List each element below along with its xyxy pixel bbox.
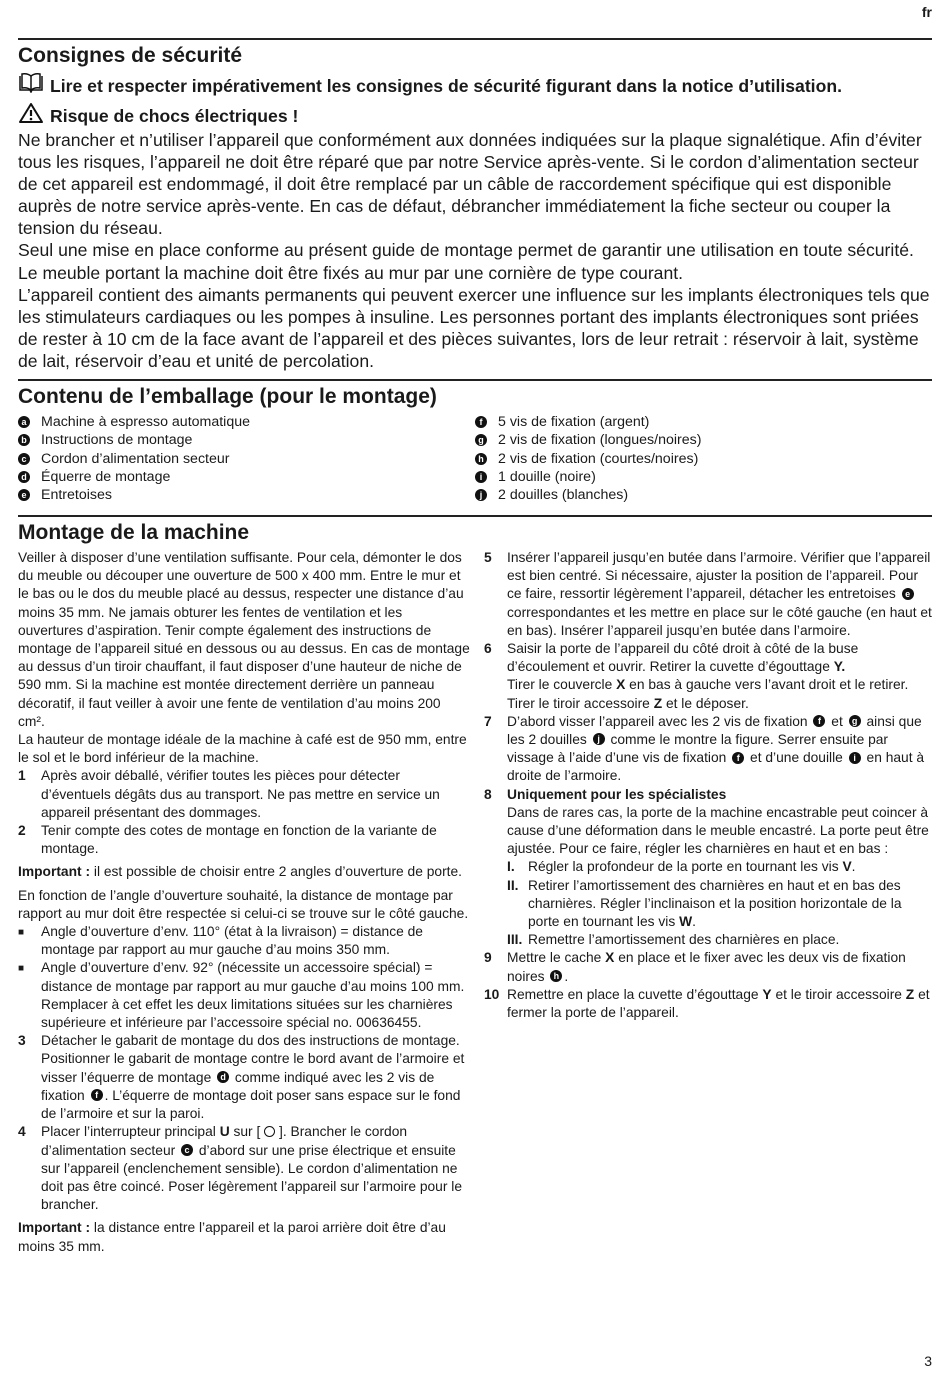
page-number: 3 xyxy=(924,1353,932,1369)
badge-h-icon: h xyxy=(550,970,562,982)
badge-f-icon: f xyxy=(732,752,744,764)
important-text: il est possible de choisir entre 2 angles d’ouverture de porte. xyxy=(90,864,463,880)
step-text: D’abord visser l’appareil avec les 2 vis de fixation f et g ainsi que les 2 douilles j comme le montre la figure. Serrer ensuite par vissage à l’aide d’une vis de fixation f et d’une douille i en haut à droite de l’armoire. xyxy=(507,713,925,784)
badge-f-icon: f xyxy=(475,416,487,428)
badge-i-icon: i xyxy=(849,752,861,764)
step-number: 6 xyxy=(484,641,492,657)
step-number: 9 xyxy=(484,950,492,966)
safety-section xyxy=(18,43,932,372)
packaging-item-text: Instructions de montage xyxy=(41,432,193,449)
shock-warning xyxy=(18,102,932,129)
step-text: Détacher le gabarit de montage du dos des instructions de montage. Positionner le gabarit de montage contre le bord avant de l’armoire et visser l’équerre de montage d comme indiqué avec les 2 vis de fixation f . L’équerre de montage doit poser sans espace sur le fond de l’armoire et sur la paroi. xyxy=(41,1033,465,1122)
montage-title: Montage de la machine xyxy=(18,521,250,544)
packaging-item-text: 2 vis de fixation (courtes/noires) xyxy=(498,450,699,467)
important-note xyxy=(18,1219,470,1255)
section-divider xyxy=(18,379,932,381)
badge-f-icon: f xyxy=(91,1089,103,1101)
step-3 xyxy=(18,1032,470,1123)
step-text: Après avoir déballé, vérifier toutes les pièces pour détecter d’éventuels dégâts dus au transport. Ne pas mettre en service un appareil présentant des dommages. xyxy=(41,768,440,820)
step-number: 2 xyxy=(18,823,26,839)
packaging-item-text: 5 vis de fixation (argent) xyxy=(498,414,650,430)
packaging-item xyxy=(475,413,932,431)
important-note xyxy=(18,863,470,881)
step-5 xyxy=(484,549,934,640)
packaging-item xyxy=(475,486,932,504)
packaging-item-text: 1 douille (noire) xyxy=(498,468,596,485)
book-icon xyxy=(18,73,50,98)
shock-warning-title: Risque de chocs électriques ! xyxy=(50,105,299,126)
packaging-item xyxy=(18,450,475,468)
power-circle-icon xyxy=(264,1126,275,1137)
bullet-item xyxy=(18,923,470,959)
safety-title: Consignes de sécurité xyxy=(18,44,243,67)
intro-paragraph: La hauteur de montage idéale de la machine à café est de 950 mm, entre le sol et le bord inférieur de la machine. xyxy=(18,732,467,766)
step-number: 4 xyxy=(18,1124,26,1140)
badge-e-icon: e xyxy=(902,588,914,600)
step-1 xyxy=(18,767,470,822)
badge-i-icon: i xyxy=(475,471,487,483)
packaging-item-text: 2 douilles (blanches) xyxy=(498,487,629,504)
step-number: 1 xyxy=(18,768,26,784)
step-number: 5 xyxy=(484,550,492,565)
important-label: Important : xyxy=(18,1220,91,1236)
step-text: Remettre en place la cuvette d’égouttage Y et le tiroir accessoire Z et fermer la porte de l’appareil. xyxy=(507,986,930,1021)
specialists-title: Uniquement pour les spécialistes xyxy=(507,786,727,802)
step-number: 7 xyxy=(484,713,492,729)
badge-d-icon: d xyxy=(217,1071,229,1083)
packaging-section xyxy=(18,384,932,504)
packaging-item-text: Cordon d’alimentation secteur xyxy=(41,450,230,467)
step-9 xyxy=(484,949,934,985)
badge-g-icon: g xyxy=(475,434,487,446)
badge-j-icon: j xyxy=(593,733,605,745)
step-text: Mettre le cache X en place et le fixer avec les deux vis de fixation noires h . xyxy=(507,950,906,984)
badge-g-icon: g xyxy=(849,715,861,727)
packaging-item xyxy=(18,413,475,431)
warning-triangle-icon xyxy=(18,102,50,129)
step-number: 10 xyxy=(484,986,500,1002)
language-code: fr xyxy=(921,4,932,20)
badge-a-icon: a xyxy=(18,416,30,428)
step-text: Saisir la porte de l’appareil du côté droit à côté de la buse d’écoulement et ouvrir. Retirer la cuvette d’égouttage Y. Tirer le couvercle X en bas à gauche vers l’avant droit et le retirer. Tirer le tiroir accessoire Z et le déposer. xyxy=(507,641,909,711)
step-6 xyxy=(484,640,934,713)
packaging-list-right xyxy=(475,413,932,504)
packaging-list-left xyxy=(18,413,475,504)
packaging-item-text: Équerre de montage xyxy=(41,468,171,485)
montage-left-column xyxy=(18,549,470,1256)
step-text: Insérer l’appareil jusqu’en butée dans l’armoire. Vérifier que l’appareil est bien centré. Si nécessaire, ajuster la position de l’appareil. Pour ce faire, ressortir légèrement l’appareil, détacher les entretoises e correspondantes et les mettre en place sur le côté gauche (en haut et en bas). Insérer l’appareil jusqu’en butée dans l’armoire. xyxy=(507,550,932,638)
step-7 xyxy=(484,713,934,786)
badge-e-icon: e xyxy=(18,489,30,501)
packaging-item xyxy=(475,450,932,468)
safety-paragraph: Seul une mise en place conforme au présent guide de montage permet de garantir une utilisation en toute sécurité. Le meuble portant la machine doit être fixés au mur par une cornière de type courant. xyxy=(18,240,914,283)
bullet-square-icon: ■ xyxy=(18,963,25,975)
packaging-item xyxy=(18,486,475,504)
step-4 xyxy=(18,1123,470,1214)
section-divider xyxy=(18,515,932,517)
sub-step: II. Retirer l’amortissement des charnières en haut et en bas des charnières. Régler l’inclinaison et la position horizontale de la porte en tournant les vis W. xyxy=(507,877,902,930)
bullet-item xyxy=(18,959,470,1032)
read-notice xyxy=(18,73,932,98)
step-text: Uniquement pour les spécialistes Dans de rares cas, la porte de la machine encastrable peut coincer à cause d’une déformation dans le meuble encastré. La porte peut être ajustée. Pour ce faire, régler les charnières en haut et en bas : I. Régler la profondeur de la porte en tournant les vis V. II. Retirer l’amortissement des charnières en haut et en bas des charnières. Régler l’inclinaison et la position horizontale de la porte en tournant les vis W. III. Remettre l’amortissement des charnières en place. xyxy=(507,786,934,950)
step-2 xyxy=(18,822,470,858)
packaging-item xyxy=(18,431,475,449)
packaging-title: Contenu de l’emballage (pour le montage) xyxy=(18,385,437,408)
badge-j-icon: j xyxy=(475,489,487,501)
step-number: 3 xyxy=(18,1033,26,1049)
angle-intro: En fonction de l’angle d’ouverture souhaité, la distance de montage par rapport au mur doit être respectée si celui-ci se trouve sur le côté gauche. xyxy=(18,887,469,921)
badge-c-icon: c xyxy=(181,1144,193,1156)
safety-paragraph: Ne brancher et n’utiliser l’appareil que conformément aux données indiquées sur la plaque signalétique. Afin d’éviter tous les risques, l’appareil ne doit être réparé que par notre Service après-vente. Si le cordon d’alimentation secteur de cet appareil est endommagé, il doit être remplacé par un câble de raccordement spécifique qui est disponible auprès de notre service après-vente. En cas de défaut, débrancher immédiatement la fiche secteur ou couper la tension du réseau. xyxy=(18,130,922,239)
intro-paragraph: Veiller à disposer d’une ventilation suffisante. Pour cela, démonter le dos du meuble ou découper une ouverture de 500 x 400 mm. Entre le mur et le bas ou le dos du meuble placé au dessus, respecter une distance d’au moins 35 mm. Ne jamais obturer les fentes de ventilation et les ouvertures d’aspiration. Tenir compte également des instructions de montage de l’appareil situé en dessous ou au dessus. En cas de montage au dessus d’un tiroir chauffant, il faut disposer d’une hauteur de niche de 590 mm. Si la machine est montée directement derrière un panneau décoratif, il faut veiller à avoir une fente de ventilation d’au moins 200 cm². xyxy=(18,550,470,729)
important-text: la distance entre l’appareil et la paroi arrière doit être d’au moins 35 mm. xyxy=(18,1220,446,1254)
packaging-item xyxy=(18,468,475,486)
sub-step: III. Remettre l’amortissement des charnières en place. xyxy=(507,932,840,948)
step-number: 8 xyxy=(484,786,492,802)
badge-h-icon: h xyxy=(475,453,487,465)
bullet-text: Angle d’ouverture d’env. 110° (état à la livraison) = distance de montage par rapport au mur gauche d’au moins 350 mm. xyxy=(41,924,423,958)
packaging-item-text: Machine à espresso automatique xyxy=(41,414,250,430)
packaging-item-text: Entretoises xyxy=(41,487,112,504)
bullet-text: Angle d’ouverture d’env. 92° (nécessite un accessoire spécial) = distance de montage par rapport au mur gauche d’au moins 100 mm. Remplacer à cet effet les deux limitations situées sur les charnières supérieure et inférieure par l’accessoire spécial no. 00636455. xyxy=(41,960,465,1031)
badge-d-icon: d xyxy=(18,471,30,483)
packaging-item xyxy=(475,468,932,486)
sub-step: I. Régler la profondeur de la porte en tournant les vis V. xyxy=(507,859,856,875)
badge-f-icon: f xyxy=(813,715,825,727)
step-10 xyxy=(484,986,934,1022)
bullet-square-icon: ■ xyxy=(18,927,25,939)
packaging-item-text: 2 vis de fixation (longues/noires) xyxy=(498,432,702,449)
read-notice-text: Lire et respecter impérativement les consignes de sécurité figurant dans la notice d’utilisation. xyxy=(50,75,842,96)
section-divider xyxy=(18,38,932,40)
step-text: Placer l’interrupteur principal U sur [ ]. Brancher le cordon d’alimentation secteur c d’abord sur une prise électrique et ensuite sur l’appareil (enclenchement sensible). Le cordon d’alimentation ne doit pas être coincé. Poser légèrement l’appareil sur l’armoire pour le brancher. xyxy=(41,1124,463,1213)
badge-c-icon: c xyxy=(18,453,30,465)
safety-paragraph: L’appareil contient des aimants permanents qui peuvent exercer une influence sur les implants électroniques tels que les stimulateurs cardiaques ou les pompes à insuline. Les personnes portant des implants électroniques sont priées de rester à 10 cm de la face avant de l’appareil et des pièces suivantes, lors de leur retrait : réservoir à lait, système de lait, réservoir d’eau et unité de percolation. xyxy=(18,284,930,371)
montage-right-column xyxy=(484,549,934,1022)
important-label: Important : xyxy=(18,864,91,880)
packaging-item xyxy=(475,431,932,449)
step-8 xyxy=(484,786,934,950)
badge-b-icon: b xyxy=(18,434,30,446)
step-text: Tenir compte des cotes de montage en fonction de la variante de montage. xyxy=(41,823,437,857)
montage-heading xyxy=(18,520,932,546)
